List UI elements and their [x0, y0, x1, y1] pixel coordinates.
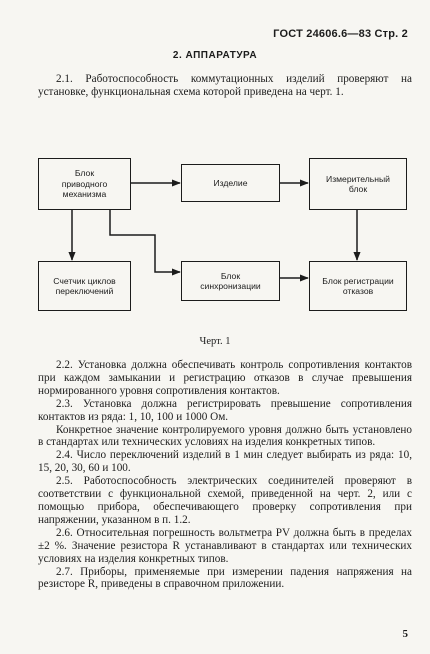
body-text [38, 359, 412, 591]
block-item: Изделие [181, 164, 280, 202]
block-failure-registration: Блок регистрации отказов [309, 261, 407, 311]
paragraph-2-1: 2.1. Работоспособность коммутационных изделий проверяют на установке, функциональная схема которой приведена на черт. 1. [38, 73, 412, 98]
intro-text [38, 73, 412, 99]
paragraph-2-4: 2.4. Число переключений изделий в 1 мин следует выбирать из ряда: 10, 15, 20, 30, 60 и 100. [38, 449, 412, 475]
figure-caption: Черт. 1 [199, 336, 231, 347]
block-cycle-counter: Счетчик циклов переключений [38, 261, 131, 311]
block-synchronization: Блок синхронизации [181, 261, 280, 301]
paragraph-2-3: 2.3. Установка должна регистрировать превышение сопротивления контактов из ряда: 1, 10, 100 и 1000 Ом. [38, 397, 412, 423]
paragraph-2-6: 2.6. Относительная погрешность вольтметра PV должна быть в пределах ±2 %. Значение резистора R устанавливают в стандартах или технических условиях на изделия конкретных типов. [38, 526, 412, 565]
document-header: ГОСТ 24606.6—83 Стр. 2 [273, 28, 408, 40]
paragraph-2-2: 2.2. Установка должна обеспечивать контроль сопротивления контактов при каждом замыкании и регистрацию отказов в случае превышения нормированного уровня сопротивления контактов. [38, 359, 412, 397]
paragraph-2-5: 2.5. Работоспособность электрических соединителей проверяют в соответствии с функциональной схемой, приведенной на черт. 2, или с помощью прибора, обеспечивающего проверку сопротивления при напряжении, указанном в п. 1.2. [38, 475, 412, 526]
paragraph-2-7: 2.7. Приборы, применяемые при измерении падения напряжения на резисторе R, приведены в справочном приложении. [38, 565, 412, 591]
paragraph-2-3-level: Конкретное значение контролируемого уровня должно быть установлено в стандартах или технических условиях на изделия конкретных типов. [38, 423, 412, 449]
block-measuring: Измерительный блок [309, 158, 407, 210]
block-drive-mechanism: Блок приводного механизма [38, 158, 131, 210]
page-number: 5 [402, 628, 408, 640]
section-title: 2. АППАРАТУРА [172, 50, 258, 61]
functional-diagram [0, 150, 430, 325]
